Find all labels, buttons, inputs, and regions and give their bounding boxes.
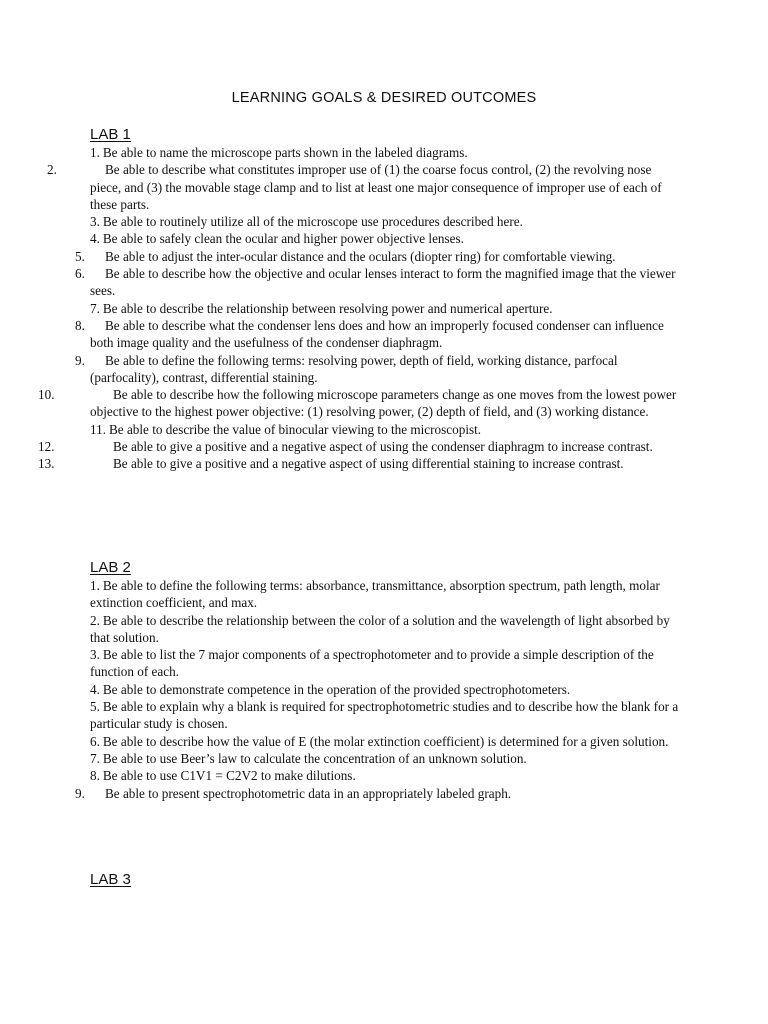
section-heading-lab-1: LAB 1 xyxy=(90,126,131,143)
item-text: Be able to describe how the following microscope parameters change as one moves from the lowest power objective to the highest power objective: (1) resolving power, (2) depth of field, and (3) working distance. xyxy=(90,387,677,420)
item-number: 11. xyxy=(90,421,106,437)
item-number: 8. xyxy=(90,768,100,784)
item-text: Be able to use C1V1 = C2V2 to make dilutions. xyxy=(102,768,356,784)
item-text: Be able to describe the value of binocular viewing to the microscopist. xyxy=(109,421,482,437)
item-text: Be able to define the following terms: absorbance, transmittance, absorption spectrum, path length, molar extinction coefficient, and max. xyxy=(90,578,660,611)
item-text: Be able to explain why a blank is required for spectrophotometric studies and to describe how the blank for a particular study is chosen. xyxy=(90,699,679,732)
item-text: Be able to describe the relationship between resolving power and numerical aperture. xyxy=(102,300,553,316)
section-heading-lab-3: LAB 3 xyxy=(90,871,131,888)
item-number: 1. xyxy=(90,145,100,160)
list-item xyxy=(90,612,684,647)
item-number: 9. xyxy=(75,785,85,801)
item-text: Be able to describe what constitutes improper use of (1) the coarse focus control, (2) the revolving nose piece, and (3) the movable stage clamp and to list at least one major consequence of improper use of each of these parts. xyxy=(90,162,662,212)
item-number: 10. xyxy=(38,387,55,403)
list-item xyxy=(90,681,684,698)
item-text: Be able to demonstrate competence in the operation of the provided spectrophotometers. xyxy=(102,681,571,697)
item-number: 9. xyxy=(75,352,85,368)
list-item xyxy=(75,352,684,387)
lab-2-goals-list xyxy=(0,577,768,802)
item-text: Be able to list the 7 major components of a spectrophotometer and to provide a simple description of the function of each. xyxy=(90,647,654,680)
list-item xyxy=(90,646,684,681)
item-number: 2. xyxy=(90,612,100,628)
item-number: 6. xyxy=(90,733,100,749)
item-number: 12. xyxy=(38,439,55,455)
item-text: Be able to give a positive and a negative aspect of using differential staining to increase contrast. xyxy=(113,456,624,472)
section-heading-lab-2: LAB 2 xyxy=(90,559,131,576)
item-number: 5. xyxy=(90,699,100,715)
list-item xyxy=(90,767,684,784)
list-item xyxy=(90,750,684,767)
list-item xyxy=(75,265,684,300)
list-item xyxy=(90,733,684,750)
item-number: 3. xyxy=(90,647,100,663)
item-number: 13. xyxy=(38,456,55,472)
list-item xyxy=(90,421,684,438)
list-item xyxy=(90,213,684,230)
list-item xyxy=(38,438,684,455)
list-item xyxy=(90,698,684,733)
item-text: Be able to adjust the inter-ocular distance and the oculars (diopter ring) for comfortable viewing. xyxy=(105,248,616,264)
item-number: 3. xyxy=(90,214,100,230)
list-item xyxy=(38,386,684,421)
item-number: 6. xyxy=(75,266,85,282)
page-title: LEARNING GOALS & DESIRED OUTCOMES xyxy=(231,90,537,106)
item-text: Be able to present spectrophotometric data in an appropriately labeled graph. xyxy=(105,785,512,801)
item-number: 2. xyxy=(47,162,57,178)
list-item xyxy=(90,577,684,612)
item-text: Be able to describe the relationship between the color of a solution and the wavelength of light absorbed by that solution. xyxy=(90,612,670,645)
item-number: 7. xyxy=(90,300,100,316)
item-number: 8. xyxy=(75,317,85,333)
list-item xyxy=(47,161,684,213)
item-text: Be able to describe how the value of E (the molar extinction coefficient) is determined for a given solution. xyxy=(102,733,669,749)
item-text: Be able to name the microscope parts shown in the labeled diagrams. xyxy=(102,145,468,160)
item-text: Be able to describe how the objective and ocular lenses interact to form the magnified image that the viewer sees. xyxy=(90,266,676,299)
list-item xyxy=(75,248,684,265)
item-number: 1. xyxy=(90,578,100,593)
item-number: 4. xyxy=(90,231,100,247)
item-number: 7. xyxy=(90,750,100,766)
list-item xyxy=(75,785,684,802)
item-text: Be able to define the following terms: resolving power, depth of field, working distance, parfocal (parfocality), contrast, differential staining. xyxy=(90,352,618,385)
item-text: Be able to safely clean the ocular and higher power objective lenses. xyxy=(102,231,464,247)
list-item xyxy=(90,300,684,317)
lab-1-goals-list xyxy=(0,144,768,473)
item-text: Be able to use Beer’s law to calculate the concentration of an unknown solution. xyxy=(102,750,527,766)
list-item xyxy=(90,144,684,161)
item-text: Be able to describe what the condenser lens does and how an improperly focused condenser can influence both image quality and the usefulness of the condenser diaphragm. xyxy=(90,317,664,351)
item-text: Be able to routinely utilize all of the microscope use procedures described here. xyxy=(102,214,523,230)
item-number: 5. xyxy=(75,248,85,264)
item-number: 4. xyxy=(90,681,100,697)
list-item xyxy=(75,317,684,352)
item-text: Be able to give a positive and a negative aspect of using the condenser diaphragm to increase contrast. xyxy=(113,439,653,455)
list-item xyxy=(38,455,684,472)
list-item xyxy=(90,230,684,247)
